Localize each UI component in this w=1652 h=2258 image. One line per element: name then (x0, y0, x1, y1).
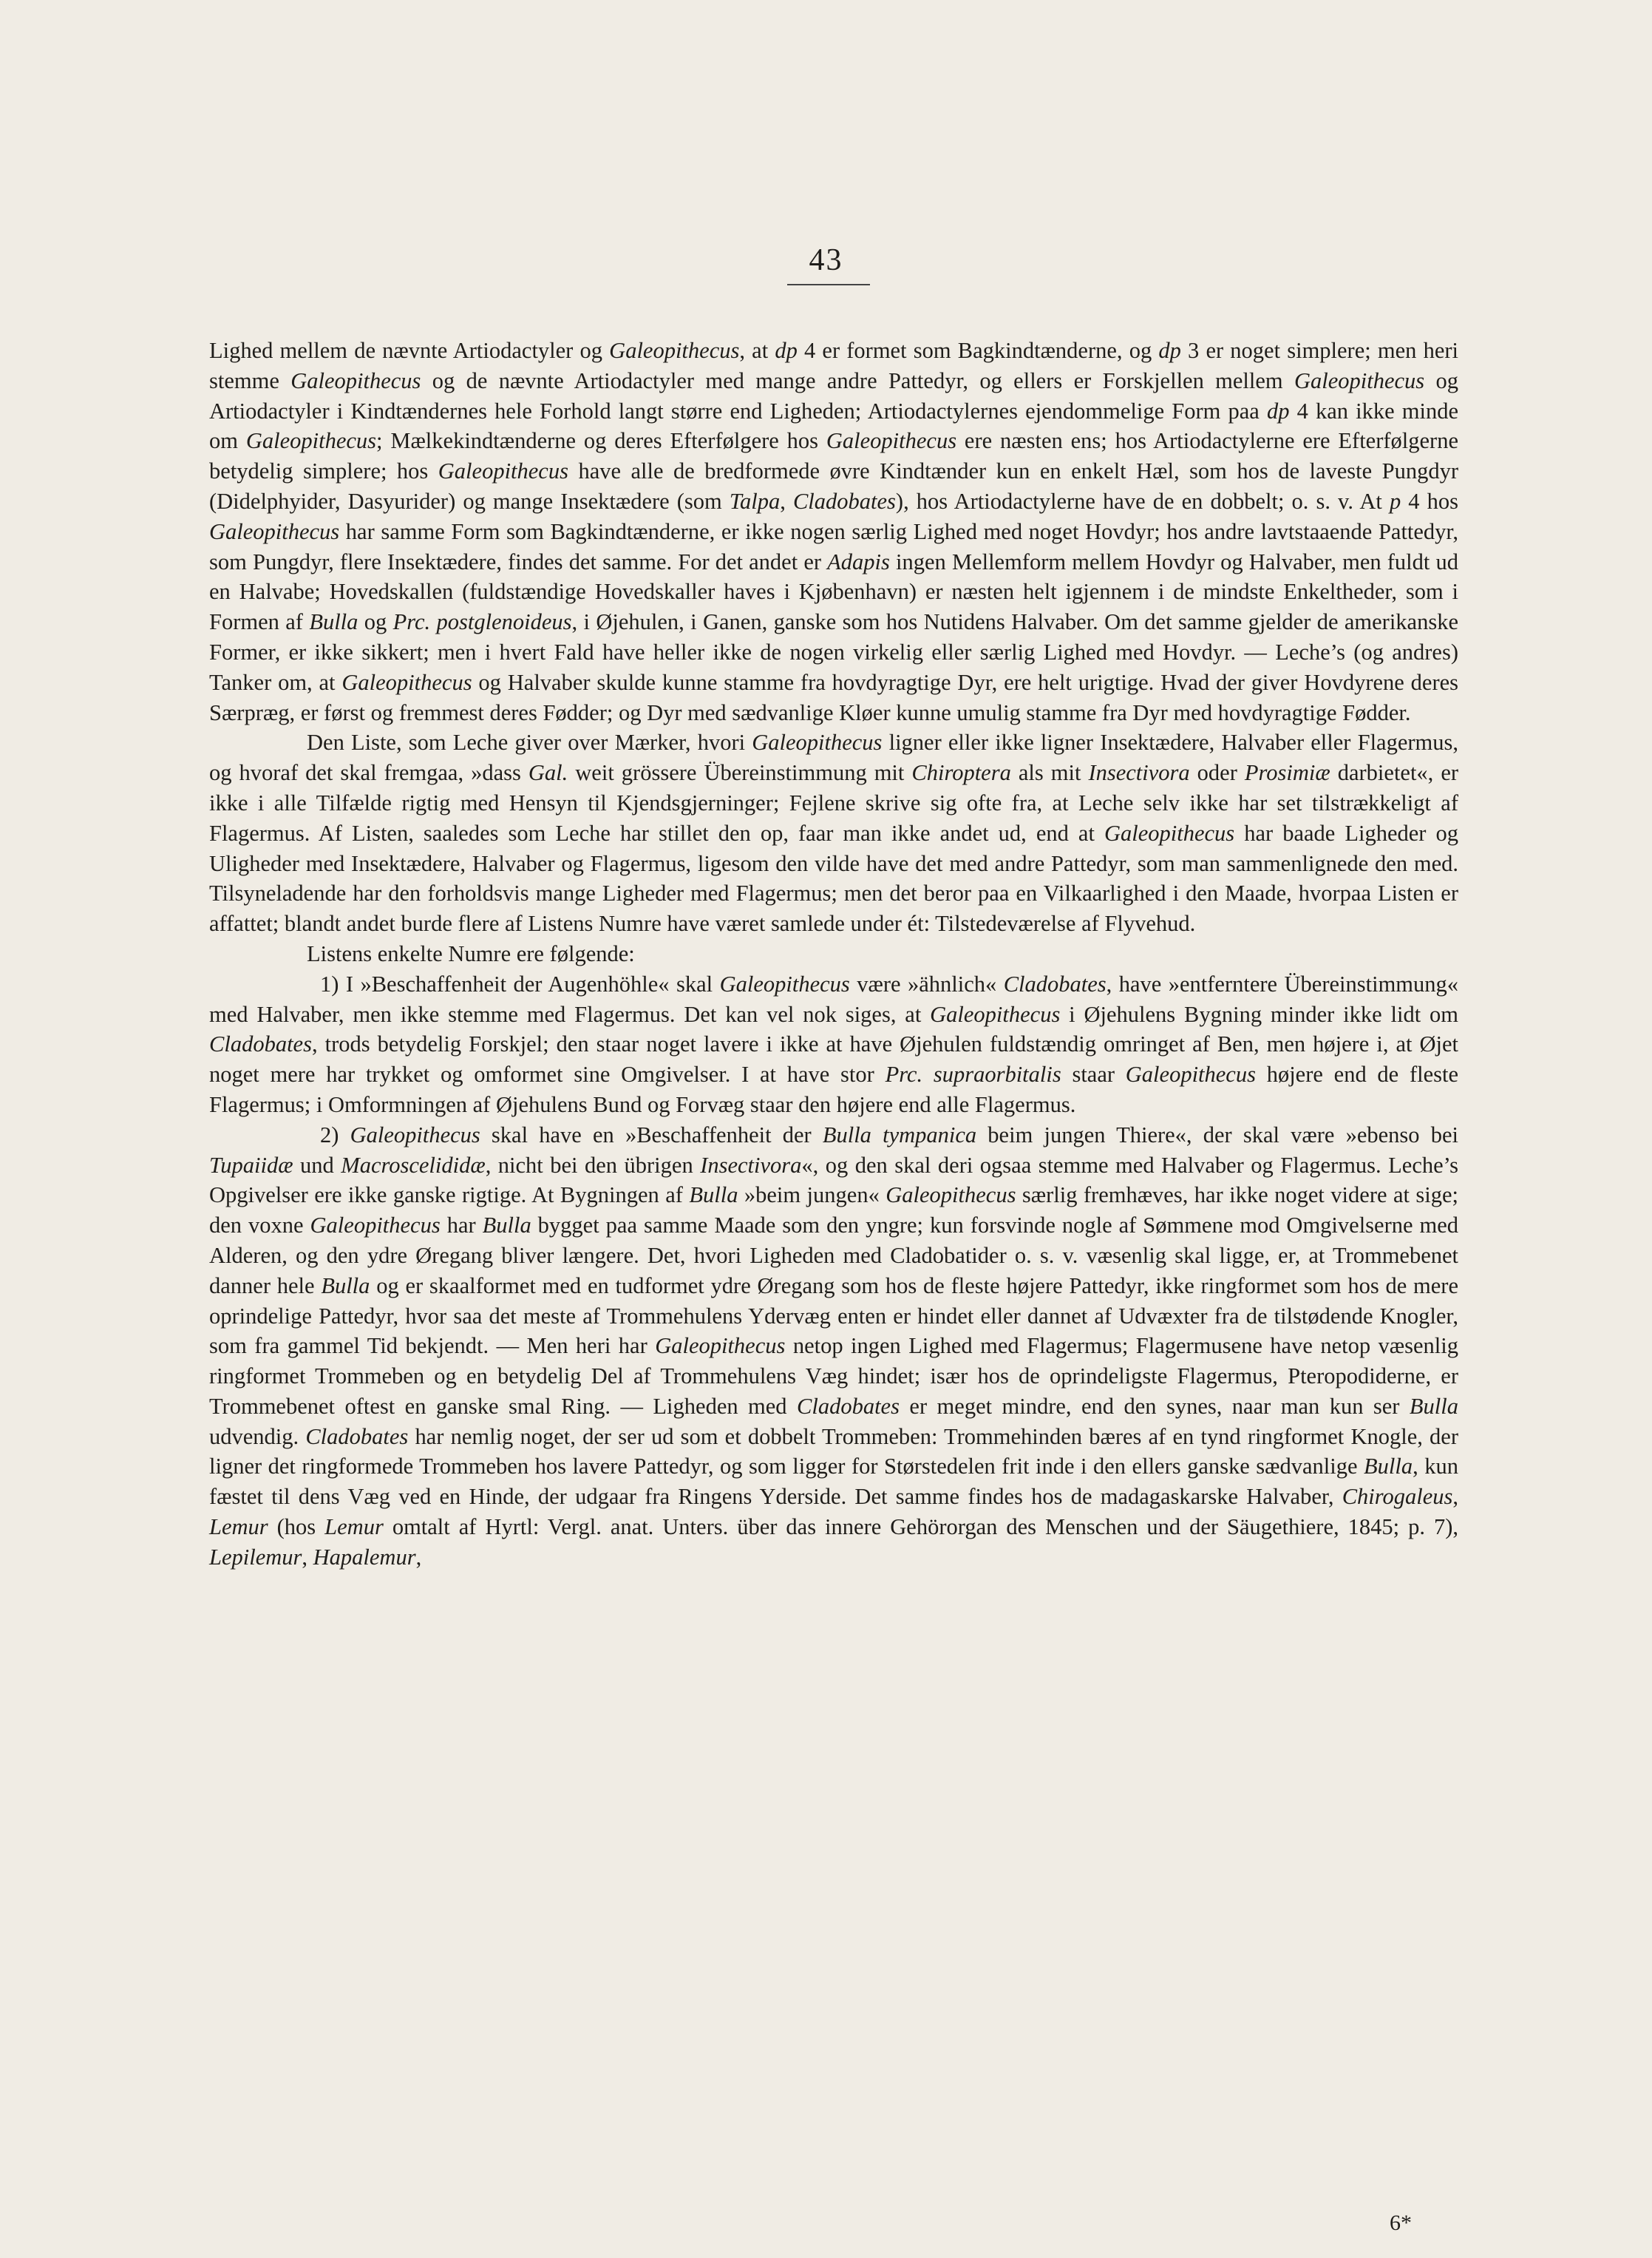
paragraph: 1) I »Beschaffenheit der Augenhöhle« skal Galeopithecus være »ähnlich« Cladobates, have »entferntere Übereinstimmung« med Halvaber, men ikke stemme med Flagermus. Det kan vel nok siges, at Galeopithecus i Øjehulens Bygning minder ikke lidt om Cladobates, trods betydelig Forskjel; den staar noget lavere i ikke at have Øjehulen fuldstændig omringet af Ben, men højere i, at Øjet noget mere har trykket og omformet sine Omgivelser. I at have stor Prc. supraorbitalis staar Galeopithecus højere end de fleste Flagermus; i Omformningen af Øjehulens Bund og Forvæg staar den højere end alle Flagermus. (209, 971, 1459, 1117)
body-text (209, 336, 1458, 1573)
page-number: 43 (809, 243, 843, 277)
paragraph: Listens enkelte Numre ere følgende: (307, 940, 635, 966)
paragraph: 2) Galeopithecus skal have en »Beschaffenheit der Bulla tympanica beim jungen Thiere«, der skal være »ebenso bei Tupaiidæ und Macroscelididæ, nicht bei den übrigen Insectivora«, og den skal deri ogsaa stemme med Halvaber og Flagermus. Leche’s Opgivelser ere ikke ganske rigtige. At Bygningen af Bulla »beim jungen« Galeopithecus særlig fremhæves, har ikke noget videre at sige; den voxne Galeopithecus har Bulla bygget paa samme Maade som den yngre; kun forsvinde nogle af Sømmene mod Omgivelserne med Alderen, og den ydre Øregang bliver længere. Det, hvori Ligheden med Cladobatider o. s. v. væsenlig skal ligge, er, at Trommebenet danner hele Bulla og er skaalformet med en tudformet ydre Øregang som hos de fleste højere Pattedyr, ikke ringformet som hos de mere oprindelige Pattedyr, hvor saa det meste af Trommehulens Ydervæg enten er hindet eller dannet af Udvæxter fra de tilstødende Knogler, som fra gammel Tid bekjendt. — Men heri har Galeopithecus netop ingen Lighed med Flagermus; Flagermusene have netop væsenlig ringformet Trommeben og en betydelig Del af Trommehulens Væg hindet; især hos de oprindeligste Flagermus, Pteropodiderne, er Trommebenet oftest en ganske smal Ring. — Ligheden med Cladobates er meget mindre, end den synes, naar man kun ser Bulla udvendig. Cladobates har nemlig noget, der ser ud som et dobbelt Trommeben: Trommehinden bæres af en tynd ringformet Knogle, der ligner det ringformede Trommeben hos lavere Pattedyr, og som ligger for Størstedelen frit inde i den ellers ganske sædvanlige Bulla, kun fæstet til dens Væg ved en Hinde, der udgaar fra Ringens Yderside. Det samme findes hos de madagaskarske Halvaber, Chirogaleus, Lemur (hos Lemur omtalt af Hyrtl: Vergl. anat. Unters. über das innere Gehörorgan des Menschen und der Säugethiere, 1845; p. 7), Lepilemur, Hapalemur, (209, 1122, 1459, 1570)
printer-signature: 6* (1390, 2211, 1412, 2235)
paragraph: Lighed mellem de nævnte Artiodactyler og Galeopithecus, at dp 4 er formet som Bagkindtænderne, og dp 3 er noget simplere; men heri stemme Galeopithecus og de nævnte Artiodactyler med mange andre Pattedyr, og ellers er Forskjellen mellem Galeopithecus og Artiodactyler i Kindtændernes hele Forhold langt større end Ligheden; Artiodactylernes ejendommelige Form paa dp 4 kan ikke minde om Galeopithecus; Mælkekindtænderne og deres Efterfølgere hos Galeopithecus ere næsten ens; hos Artiodactylerne ere Efterfølgerne betydelig simplere; hos Galeopithecus have alle de bredformede øvre Kindtænder kun en enkelt Hæl, som hos de laveste Pungdyr (Didelphyider, Dasyurider) og mange Insektædere (som Talpa, Cladobates), hos Artiodactylerne have de en dobbelt; o. s. v. At p 4 hos Galeopithecus har samme Form som Bagkindtænderne, er ikke nogen særlig Lighed med noget Hovdyr; hos andre lavtstaaende Pattedyr, som Pungdyr, flere Insektædere, findes det samme. For det andet er Adapis ingen Mellemform mellem Hovdyr og Halvaber, men fuldt ud en Halvabe; Hovedskallen (fuldstændige Hovedskaller haves i Kjøbenhavn) er næsten helt igjennem i de mindste Enkeltheder, som i Formen af Bulla og Prc. postglenoideus, i Øjehulen, i Ganen, ganske som hos Nutidens Halvaber. Om det samme gjelder de amerikanske Former, er ikke sikkert; men i hvert Fald have heller ikke de nogen virkelig eller særlig Lighed med Hovdyr. — Leche’s (og andres) Tanker om, at Galeopithecus og Halvaber skulde kunne stamme fra hovdyragtige Dyr, ere helt urigtige. Hvad der giver Hovdyrene deres Særpræg, er først og fremmest deres Fødder; og Dyr med sædvanlige Kløer kunne umulig stamme fra Dyr med hovdyragtige Fødder. (209, 338, 1459, 725)
page-number-rule (787, 284, 870, 285)
paragraph: Den Liste, som Leche giver over Mærker, hvori Galeopithecus ligner eller ikke ligner Insektædere, Halvaber eller Flagermus, og hvoraf det skal fremgaa, »dass Gal. weit grössere Übereinstimmung mit Chiroptera als mit Insectivora oder Prosimiæ darbietet«, er ikke i alle Tilfælde rigtig med Hensyn til Kjendsgjerninger; Fejlene skrive sig ofte fra, at Leche selv ikke har set tilstrækkeligt af Flagermus. Af Listen, saaledes som Leche har stillet den op, faar man ikke andet ud, end at Galeopithecus har baade Ligheder og Uligheder med Insektædere, Halvaber og Flagermus, ligesom den vilde have det med andre Pattedyr, som man sammenlignede den med. Tilsyneladende har den forholdsvis mange Ligheder med Flagermus; men det beror paa en Vilkaarlighed i den Maade, hvorpaa Listen er affattet; blandt andet burde flere af Listens Numre have været samlede under ét: Tilstedeværelse af Flyvehud. (209, 730, 1459, 937)
